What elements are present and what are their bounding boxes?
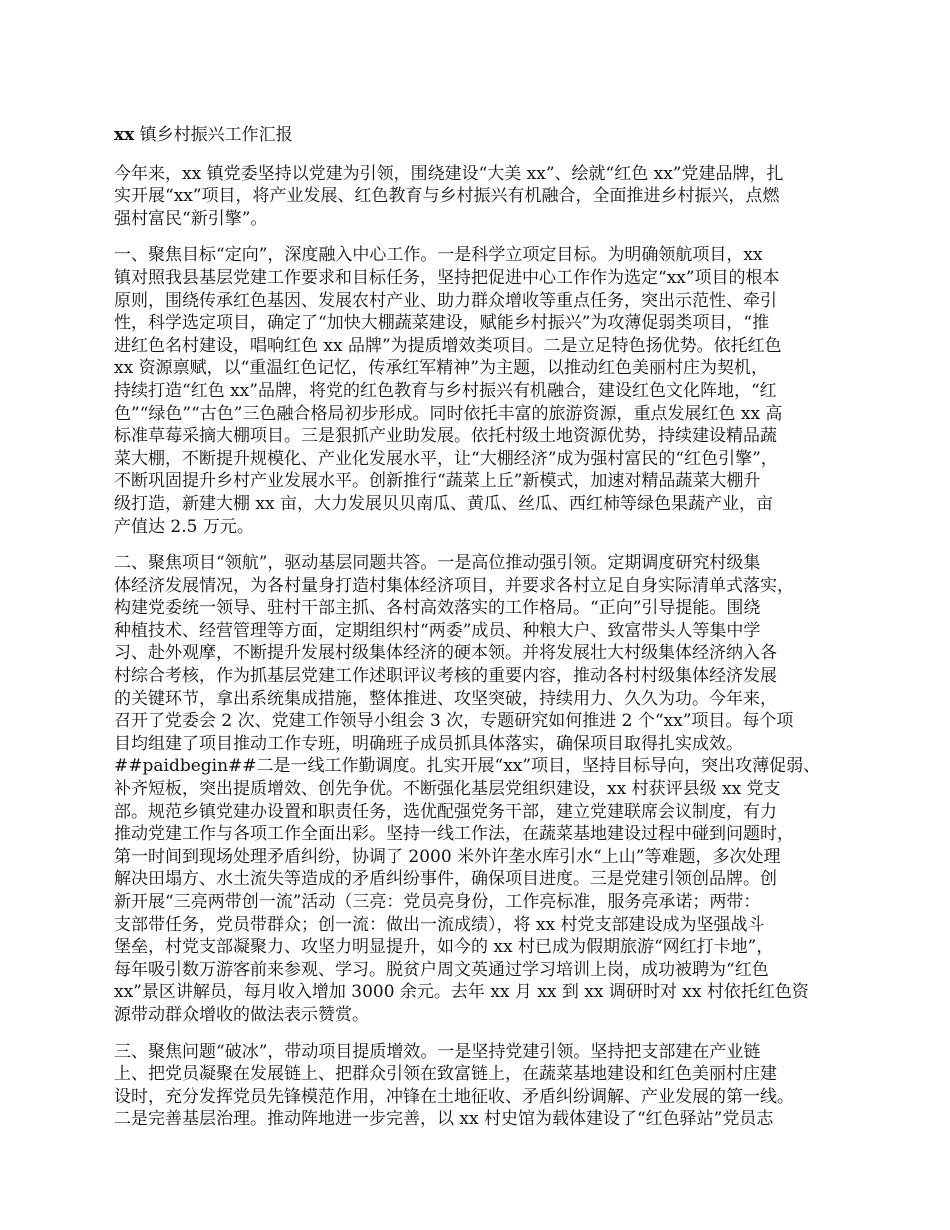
document-title xyxy=(114,124,854,147)
paragraph-section-1: 一、聚焦目标“定向”，深度融入中心工作。一是科学立项定目标。为明确领航项目，xx 镇对照我县基层党建工作要求和目标任务，坚持把促进中心工作作为选定“xx”项目的根本 原则，围绕传承红色基因、发展农村产业、助力群众增收等重点任务，突出示范性、牵引 性，科学选定项目，确定了“加快大棚蔬菜建设，赋能乡村振兴”为攻薄促弱类项目，“推 进红色名村建设，唱响红色 xx 品牌”为提质增效类项目。二是立足特色扬优势。依托红色 xx 资源禀赋，以“重温红色记忆，传承红军精神”为主题，以推动红色美丽村庄为契机， 持续打造“红色 xx”品牌，将党的红色教育与乡村振兴有机融合，建设红色文化阵地，“红 色”“绿色”“古色”三色融合格局初步形成。同时依托丰富的旅游资源，重点发展红色 xx 高 标准草莓采摘大棚项目。三是狠抓产业助发展。依托村级土地资源优势，持续建设精品蔬 菜大棚，不断提升规模化、产业化发展水平，让“大棚经济”成为强村富民的“红色引擎”， 不断巩固提升乡村产业发展水平。创新推行“蔬菜上丘”新模式，加速对精品蔬菜大棚升 级打造，新建大棚 xx 亩，大力发展贝贝南瓜、黄瓜、丝瓜、西红柿等绿色果蔬产业，亩 产值达 2.5 万元。 xyxy=(114,245,783,537)
title-text: 镇乡村振兴工作汇报 xyxy=(134,125,293,145)
document-page xyxy=(114,124,854,1131)
paragraph-section-2: 二、聚焦项目“领航”，驱动基层同题共答。一是高位推动强引领。定期调度研究村级集 体经济发展情况，为各村量身打造村集体经济项目，并要求各村立足自身实际清单式落实， 构建党委统一领导、驻村干部主抓、各村高效落实的工作格局。“正向”引导提能。围绕 种植技术、经营管理等方面，定期组织村“两委”成员、种粮大户、致富带头人等集中学 习、赴外观摩，不断提升发展村级集体经济的硬本领。并将发展壮大村级集体经济纳入各 村综合考核，作为抓基层党建工作述职评议考核的重要内容，推动各村村级集体经济发展 的关键环节，拿出系统集成措施，整体推进、攻坚突破，持续用力、久久为功。今年来， 召开了党委会 2 次、党建工作领导小组会 3 次，专题研究如何推进 2 个“xx”项目。每个项 目均组建了项目推动工作专班，明确班子成员抓具体落实，确保项目取得扎实成效。 ##paidbegin##二是一线工作勤调度。扎实开展“xx”项目，坚持目标导向，突出攻薄促弱、 补齐短板，突出提质增效、创先争优。不断强化基层党组织建设，xx 村获评县级 xx 党支 部。规范乡镇党建办设置和职责任务，选优配强党务干部，建立党建联席会议制度，有力 推动党建工作与各项工作全面出彩。坚持一线工作法，在蔬菜基地建设过程中碰到问题时， 第一时间到现场处理矛盾纠纷，协调了 2000 米外许垄水库引水“上山”等难题，多次处理 解决田塌方、水土流失等造成的矛盾纠纷事件，确保项目进度。三是党建引领创品牌。创 新开展“三亮两带创一流”活动（三亮：党员亮身份，工作亮标准，服务亮承诺；两带： 支部带任务，党员带群众；创一流：做出一流成绩），将 xx 村党支部建设成为坚强战斗 堡垒，村党支部凝聚力、攻坚力明显提升，如今的 xx 村已成为假期旅游“网红打卡地”， 每年吸引数万游客前来参观、学习。脱贫户周文英通过学习培训上岗，成功被聘为“红色 xx”景区讲解员，每月收入增加 3000 余元。去年 xx 月 xx 到 xx 调研时对 xx 村依托红色资 源带动群众增收的做法表示赞赏。 xyxy=(114,553,821,1025)
title-prefix: xx xyxy=(114,125,135,145)
paragraph-section-3: 三、聚焦问题“破冰”，带动项目提质增效。一是坚持党建引领。坚持把支部建在产业链 上、把党员凝聚在发展链上、把群众引领在致富链上，在蔬菜基地建设和红色美丽村庄建 设时，充分发挥党员先锋模范作用，冲锋在土地征收、矛盾纠纷调解、产业发展的第一线。 二是完善基层治理。推动阵地进一步完善，以 xx 村史馆为载体建设了“红色驿站”党员志 xyxy=(114,1041,794,1130)
paragraph-intro: 今年来，xx 镇党委坚持以党建为引领，围绕建设“大美 xx”、绘就“红色 xx”党建品牌，扎 实开展“xx”项目，将产业发展、红色教育与乡村振兴有机融合，全面推进乡村振兴，点燃 强村富民“新引擎”。 xyxy=(114,163,784,229)
